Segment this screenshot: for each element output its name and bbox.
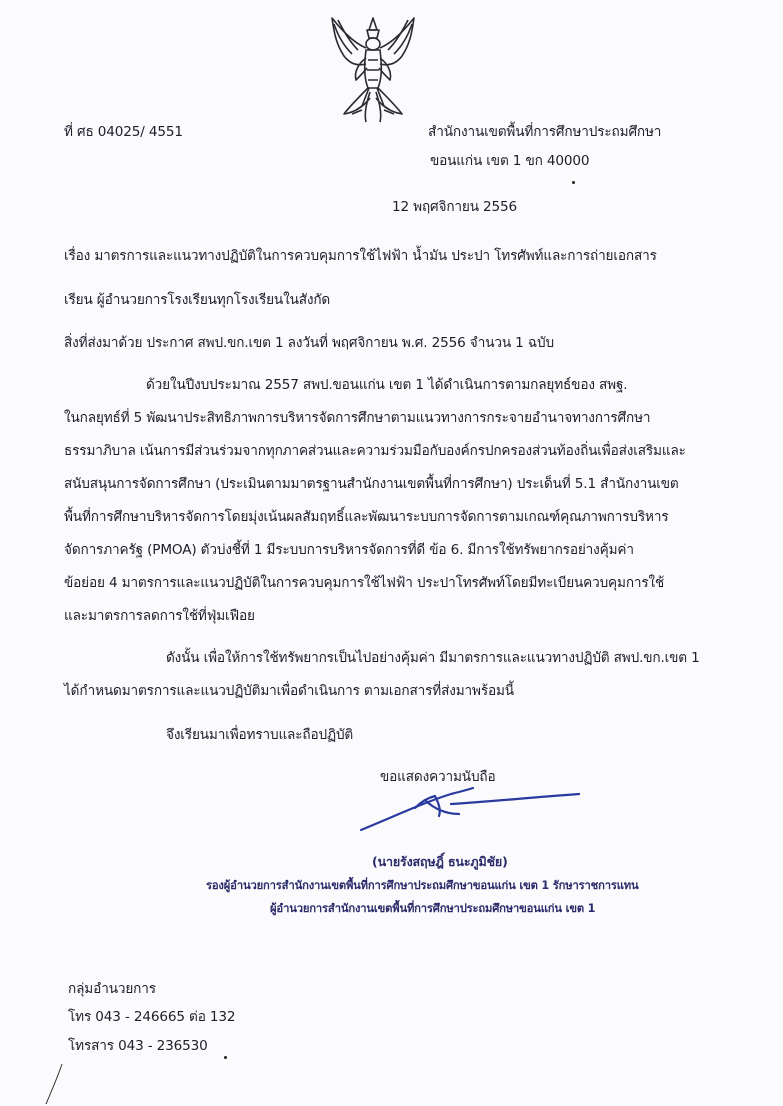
signer-title-line2: ผู้อำนวยการสำนักงานเขตพื้นที่การศึกษาประถมศึกษาขอนแก่น เขต 1 xyxy=(270,902,596,915)
body-para1-line: ด้วยในปีงบประมาณ 2557 สพป.ขอนแก่น เขต 1 ได้ดำเนินการตามกลยุทธ์ของ สพฐ. xyxy=(146,377,628,393)
garuda-emblem-icon xyxy=(322,14,424,126)
signer-title-line1: รองผู้อำนวยการสำนักงานเขตพื้นที่การศึกษาประถมศึกษาขอนแก่น เขต 1 รักษาราชการแทน xyxy=(206,879,639,892)
closing-phrase: ขอแสดงความนับถือ xyxy=(380,769,496,785)
reference-number: ที่ ศธ 04025/ 4551 xyxy=(64,124,183,140)
office-name: สำนักงานเขตพื้นที่การศึกษาประถมศึกษา xyxy=(428,124,662,140)
body-para1-line: ธรรมาภิบาล เน้นการมีส่วนร่วมจากทุกภาคส่วนและความร่วมมือกับองค์กรปกครองส่วนท้องถิ่นเพื่อส่งเสริมและ xyxy=(64,443,686,459)
letter-date: 12 พฤศจิกายน 2556 xyxy=(392,199,518,215)
body-para1-line: และมาตรการลดการใช้ที่ฟุ่มเฟือย xyxy=(64,608,255,624)
office-address: ขอนแก่น เขต 1 ขก 40000 xyxy=(430,153,590,169)
body-para2-line: ได้กำหนดมาตรการและแนวปฏิบัติมาเพื่อดำเนินการ ตามเอกสารที่ส่งมาพร้อมนี้ xyxy=(64,683,514,699)
phone-number: โทร 043 - 246665 ต่อ 132 xyxy=(68,1009,236,1025)
enclosure-line: สิ่งที่ส่งมาด้วย ประกาศ สพป.ขก.เขต 1 ลงวันที่ พฤศจิกายน พ.ศ. 2556 จำนวน 1 ฉบับ xyxy=(64,335,554,351)
signer-name: (นายรังสฤษฎิ์ ธนะภูมิชัย) xyxy=(372,854,508,869)
fax-number: โทรสาร 043 - 236530 xyxy=(68,1038,208,1054)
subject-line: เรื่อง มาตรการและแนวทางปฏิบัติในการควบคุมการใช้ไฟฟ้า น้ำมัน ประปา โทรศัพท์และการถ่ายเอกสาร xyxy=(64,248,657,264)
body-para1-line: ข้อย่อย 4 มาตรการและแนวปฏิบัติในการควบคุมการใช้ไฟฟ้า ประปาโทรศัพท์โดยมีทะเบียนควบคุมการใช้ xyxy=(64,575,665,591)
ink-speck xyxy=(572,181,575,184)
body-para1-line: ในกลยุทธ์ที่ 5 พัฒนาประสิทธิภาพการบริหารจัดการศึกษาตามแนวทางการกระจายอำนาจทางการศึกษา xyxy=(64,410,651,426)
body-para1-line: จัดการภาครัฐ (PMOA) ตัวบ่งชี้ที่ 1 มีระบบการบริหารจัดการที่ดี ข้อ 6. มีการใช้ทรัพยากรอย่างคุ้มค่า xyxy=(64,542,634,558)
department-name: กลุ่มอำนวยการ xyxy=(68,981,156,997)
margin-pen-mark xyxy=(40,1062,70,1106)
ink-speck xyxy=(224,1056,227,1059)
closing-request: จึงเรียนมาเพื่อทราบและถือปฏิบัติ xyxy=(166,727,354,743)
body-para1-line: พื้นที่การศึกษาบริหารจัดการโดยมุ่งเน้นผลสัมฤทธิ์และพัฒนาระบบการจัดการตามเกณฑ์คุณภาพการบริหาร xyxy=(64,509,669,525)
body-para2-line: ดังนั้น เพื่อให้การใช้ทรัพยากรเป็นไปอย่างคุ้มค่า มีมาตรการและแนวทางปฏิบัติ สพป.ขก.เขต 1 xyxy=(166,650,700,666)
salutation-line: เรียน ผู้อำนวยการโรงเรียนทุกโรงเรียนในสังกัด xyxy=(64,292,331,308)
body-para1-line: สนับสนุนการจัดการศึกษา (ประเมินตามมาตรฐานสำนักงานเขตพื้นที่การศึกษา) ประเด็นที่ 5.1 สำนักงานเขต xyxy=(64,476,679,492)
handwritten-signature xyxy=(355,778,595,840)
